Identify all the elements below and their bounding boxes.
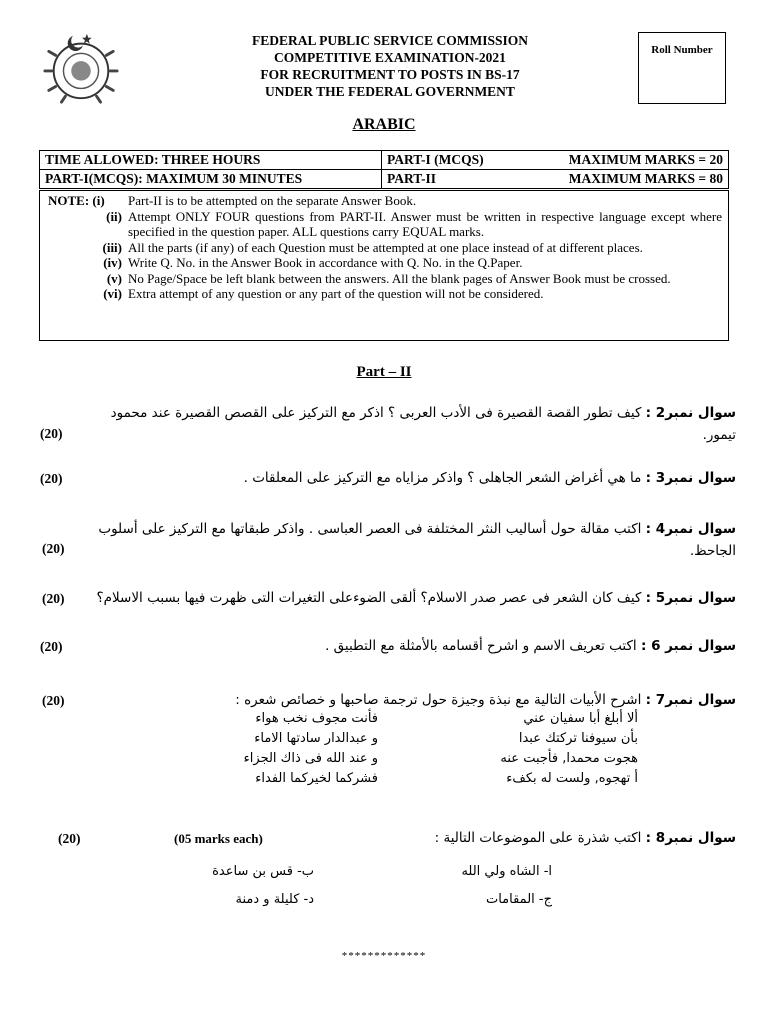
question-3: سوال نمبر3 : ما هي أغراض الشعر الجاهلى ؟ واذكر مزاياه مع التركيز على المعلقات .	[243, 470, 736, 486]
note-item: (vi) Extra attempt of any question or any part of the question will not be considered.	[103, 286, 544, 301]
part-title: Part – II	[356, 364, 412, 380]
question-8: سوال نمبر8 : اكتب شذرة على الموضوعات التالية :	[434, 830, 736, 846]
subject-title: ARABIC	[352, 116, 416, 133]
header-line: UNDER THE FEDERAL GOVERNMENT	[265, 84, 515, 99]
marks: (20)	[40, 426, 63, 441]
verse-line: و عبدالدار سادتها الاماء	[254, 731, 378, 746]
question-6: سوال نمبر 6 : اكتب تعريف الاسم و اشرح أقسامه بالأمثلة مع التطبيق .	[325, 638, 736, 654]
marks: (20)	[42, 541, 65, 556]
part1-time: PART-I(MCQS): MAXIMUM 30 MINUTES	[40, 170, 382, 189]
note-item: (iv) Write Q. No. in the Answer Book in accordance with Q. No. in the Q.Paper.	[103, 255, 523, 270]
verse-line: هجوت محمدا, فأجبت عنه	[500, 751, 638, 766]
verse-line: فأنت مجوف نخب هواء	[255, 711, 378, 726]
instructions-box	[39, 190, 729, 341]
topic-item: ب- قس بن ساعدة	[212, 864, 314, 879]
question-4: سوال نمبر4 : اكتب مقالة حول أساليب النثر المختلفة فى العصر العباسى . واذكر طبقاتها مع التركيز على أسلوب الجاحظ.	[98, 521, 736, 559]
marks-each: (05 marks each)	[174, 831, 263, 846]
marks: (20)	[40, 471, 63, 486]
exam-info-table	[39, 150, 729, 189]
part2-label: PART-II	[387, 171, 437, 186]
question-5: سوال نمبر5 : كيف كان الشعر فى عصر صدر الاسلام؟ ألقى الضوءعلى التغيرات التى ظهرت فيها بسبب الاسلام؟	[96, 590, 736, 606]
topic-item: ج- المقامات	[485, 892, 552, 907]
marks: (20)	[58, 831, 81, 846]
part1-label: PART-I (MCQS)	[387, 152, 484, 167]
part2-marks: MAXIMUM MARKS = 80	[568, 171, 723, 186]
note-item: (iii) All the parts (if any) of each Question must be attempted at one place instead of at different places.	[102, 239, 643, 255]
fpsc-emblem-icon	[42, 28, 120, 106]
marks: (20)	[42, 693, 65, 708]
time-allowed: TIME ALLOWED: THREE HOURS	[40, 151, 382, 170]
marks: (20)	[40, 639, 63, 654]
verse-line: و عند الله فى ذاك الجزاء	[243, 751, 378, 766]
roll-number-box[interactable]	[638, 32, 726, 104]
verse-line: بأن سيوفنا تركتك عبدا	[518, 731, 638, 746]
exam-header	[210, 32, 570, 100]
topic-item: د- كليلة و دمنة	[235, 892, 314, 907]
header-line: FOR RECRUITMENT TO POSTS IN BS-17	[260, 67, 520, 82]
header-line: FEDERAL PUBLIC SERVICE COMMISSION	[252, 33, 528, 48]
header-line: COMPETITIVE EXAMINATION-2021	[274, 50, 506, 65]
verse-line: أ تهجوه, ولست له بكفء	[506, 771, 638, 786]
question-2: سوال نمبر2 : كيف تطور القصة القصيرة فى الأدب العربى ؟ اذكر مع التركيز على القصص القصيرة عند محمود تيمور.	[110, 405, 736, 443]
end-marker: *************	[341, 950, 427, 962]
question-7: سوال نمبر7 : اشرح الأبيات التالية مع نبذة وجيزة حول ترجمة صاحبها و خصائص شعره :	[235, 692, 736, 708]
note-item: NOTE: (i) Part-II is to be attempted on the separate Answer Book.	[48, 193, 417, 208]
note-item: (v) No Page/Space be left blank between the answers. All the blank pages of Answer Book must be crossed.	[106, 270, 671, 286]
topic-item: ا- الشاه ولي الله	[461, 864, 552, 879]
part1-marks: MAXIMUM MARKS = 20	[568, 152, 723, 167]
roll-number-label: Roll Number	[651, 44, 713, 56]
verse-line: ألا أبلغ أبا سفيان عني	[523, 711, 638, 726]
marks: (20)	[42, 591, 65, 606]
verse-line: فشركما لخيركما الفداء	[255, 771, 378, 786]
note-item: (ii) Attempt ONLY FOUR questions from PART-II. Answer must be written in respective language except where specified in the question paper. ALL questions carry EQUAL marks.	[106, 208, 722, 239]
